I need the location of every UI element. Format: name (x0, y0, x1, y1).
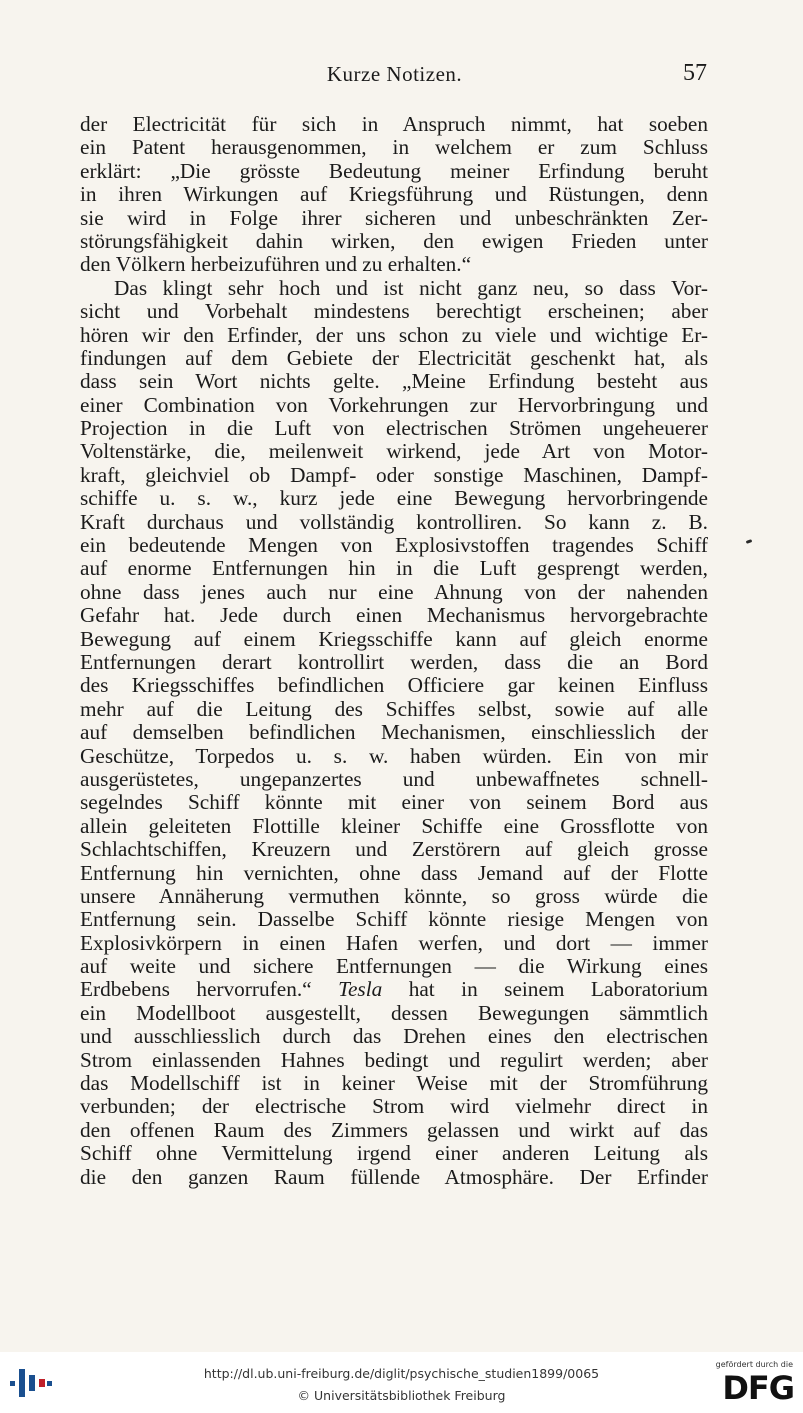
text-line: auf enorme Entfernungen hin in die Luft gesprengt werden, (80, 557, 708, 581)
text-line: die den ganzen Raum füllende Atmosphäre. Der Erfinder (80, 1165, 708, 1189)
text-line: segelndes Schiff könnte mit einer von seinem Bord aus (80, 791, 708, 815)
text-line: des Kriegsschiffes befindlichen Officiere gar keinen Einfluss (80, 674, 708, 698)
footer (0, 1352, 803, 1413)
text-line: mehr auf die Leitung des Schiffes selbst, sowie auf alle (80, 697, 708, 721)
text-line: auf demselben befindlichen Mechanismen, einschliesslich der (80, 721, 708, 745)
text-line: allein geleiteten Flottille kleiner Schiffe eine Grossflotte von (80, 814, 708, 838)
page-header (82, 62, 707, 92)
text-line: Gefahr hat. Jede durch einen Mechanismus hervorgebrachte (80, 604, 708, 628)
text-line: verbunden; der electrische Strom wird vielmehr direct in (80, 1095, 708, 1119)
text-line: ein Modellboot ausgestellt, dessen Bewegungen sämmtlich (80, 1001, 708, 1025)
text-line: Explosivkörpern in einen Hafen werfen, und dort — immer (80, 931, 708, 955)
text-line: findungen auf dem Gebiete der Electricität geschenkt hat, als (80, 346, 708, 370)
source-url[interactable]: http://dl.ub.uni-freiburg.de/diglit/psychische_studien1899/0065 (203, 1366, 600, 1381)
body-text (80, 113, 708, 1189)
text-line: kraft, gleichviel ob Dampf- oder sonstige Maschinen, Dampf- (80, 463, 708, 487)
copyright-notice: © Universitätsbibliothek Freiburg (297, 1388, 506, 1403)
italic-name: Tesla (338, 978, 383, 1002)
text-line: ausgerüstetes, ungepanzertes und unbewaffnetes schnell- (80, 767, 708, 791)
text-line: Erdbebens hervorrufen.“ Tesla hat in seinem Laboratorium (80, 978, 708, 1002)
text-line: sie wird in Folge ihrer sicheren und unbeschränkten Zer- (80, 206, 708, 230)
margin-mark (746, 539, 753, 544)
text-line: hören wir den Erfinder, der uns schon zu viele und wichtige Er- (80, 323, 708, 347)
text-line: Entfernung hin vernichten, ohne dass Jemand auf der Flotte (80, 861, 708, 885)
text-line: unsere Annäherung vermuthen könnte, so gross würde die (80, 884, 708, 908)
text-line: Strom einlassenden Hahnes bedingt und regulirt werden; aber (80, 1048, 708, 1072)
text-line: Kraft durchaus und vollständig kontrolliren. So kann z. B. (80, 510, 708, 534)
text-line: sicht und Vorbehalt mindestens berechtigt erscheinen; aber (80, 300, 708, 324)
text-line: Bewegung auf einem Kriegsschiffe kann auf gleich enorme (80, 627, 708, 651)
dfg-caption: gefördert durch die (715, 1360, 793, 1369)
text-line: das Modellschiff ist in keiner Weise mit der Stromführung (80, 1072, 708, 1096)
dfg-logo-icon: DFG (722, 1369, 794, 1407)
text-line: ein bedeutende Mengen von Explosivstoffen tragendes Schiff (80, 534, 708, 558)
text-line: Das klingt sehr hoch und ist nicht ganz neu, so dass Vor- (114, 276, 708, 300)
text-line: Entfernung sein. Dasselbe Schiff könnte riesige Mengen von (80, 908, 708, 932)
text-line: dass sein Wort nichts gelte. „Meine Erfindung besteht aus (80, 370, 708, 394)
text-line: Projection in die Luft von electrischen Strömen ungeheuerer (80, 417, 708, 441)
text-line: störungsfähigkeit dahin wirken, den ewigen Frieden unter (80, 229, 708, 253)
text-line: der Electricität für sich in Anspruch nimmt, hat soeben (80, 113, 708, 136)
text-line: ein Patent herausgenommen, in welchem er zum Schluss (80, 136, 708, 160)
text-line: den offenen Raum des Zimmers gelassen und wirkt auf das (80, 1118, 708, 1142)
text-line: Schiff ohne Vermittelung irgend einer anderen Leitung als (80, 1142, 708, 1166)
text-line: Voltenstärke, die, meilenweit wirkend, jede Art von Motor- (80, 440, 708, 464)
text-line: Entfernungen derart kontrollirt werden, dass die an Bord (80, 650, 708, 674)
text-line: Schlachtschiffen, Kreuzern und Zerstörern auf gleich grosse (80, 838, 708, 862)
text-line: und ausschliesslich durch das Drehen eines den electrischen (80, 1025, 708, 1049)
text-line: erklärt: „Die grösste Bedeutung meiner Erfindung beruht (80, 159, 708, 183)
text-line: den Völkern herbeizuführen und zu erhalten.“ (80, 253, 472, 277)
text-line: in ihren Wirkungen auf Kriegsführung und Rüstungen, denn (80, 183, 708, 207)
text-line: auf weite und sichere Entfernungen — die Wirkung eines (80, 955, 708, 979)
text-line: einer Combination von Vorkehrungen zur Hervorbringung und (80, 393, 708, 417)
text-line: Geschütze, Torpedos u. s. w. haben würden. Ein von mir (80, 744, 708, 768)
running-title: Kurze Notizen. (326, 62, 463, 86)
text-line: schiffe u. s. w., kurz jede eine Bewegung hervorbringende (80, 487, 708, 511)
page-number: 57 (683, 60, 707, 86)
text-line: ohne dass jenes auch nur eine Ahnung von der nahenden (80, 580, 708, 604)
